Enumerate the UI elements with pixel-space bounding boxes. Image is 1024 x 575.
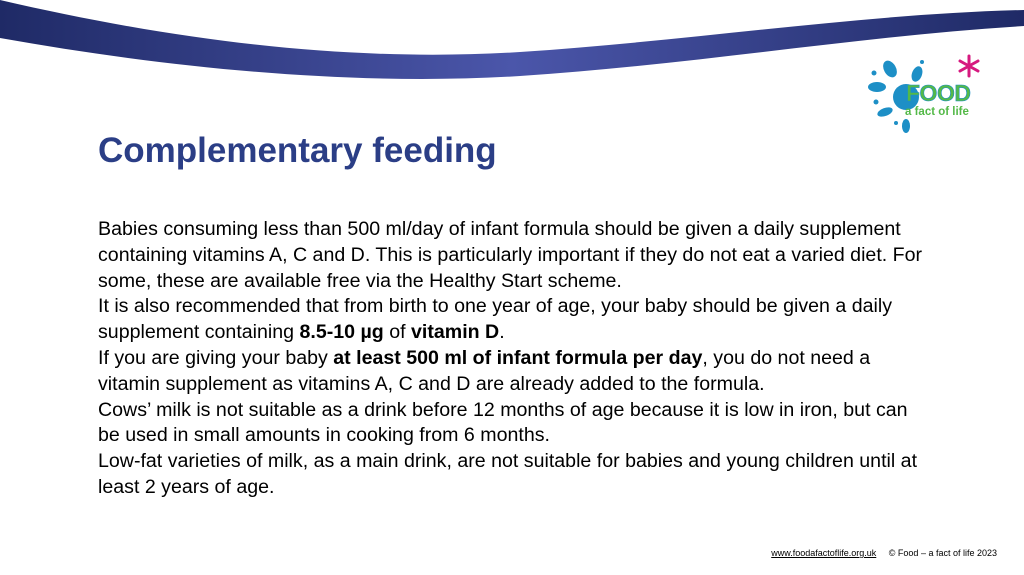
body-paragraph — [98, 294, 928, 346]
body-text-run: If you are giving your baby — [98, 346, 334, 369]
body-paragraph — [98, 346, 928, 398]
footer-link[interactable]: www.foodafactoflife.org.uk — [771, 548, 877, 558]
body-text-run: . — [499, 321, 505, 344]
body-paragraph — [98, 449, 928, 501]
body-text-run: Babies consuming less than 500 ml/day of infant formula should be given a daily supplement containing vitamins A, C and D. This is particularly important if they do not eat a varied diet. For some, these are available free via the Healthy Start scheme. — [98, 218, 923, 292]
footer-copyright: © Food – a fact of life 2023 — [888, 548, 997, 558]
body-text-run: Cows’ milk is not suitable as a drink before 12 months of age because it is low in iron, but can be used in small amounts in cooking from 6 months. — [98, 398, 908, 447]
footer — [771, 548, 997, 558]
body-text-run: Low-fat varieties of milk, as a main drink, are not suitable for babies and young children until at least 2 years of age. — [98, 450, 918, 498]
logo-tagline: a fact of life — [905, 106, 969, 118]
emphasis-text: at least 500 ml of infant formula per day — [333, 346, 703, 369]
body-text-run: , you do not need a vitamin supplement as vitamins A, C and D are already added to the formula. — [98, 346, 871, 395]
body-paragraph — [98, 217, 928, 294]
slide-body — [98, 217, 928, 501]
emphasis-text: 8.5-10 µg — [299, 321, 384, 344]
slide-title: Complementary feeding — [98, 131, 497, 170]
emphasis-text: vitamin D — [411, 321, 500, 344]
body-paragraph — [98, 398, 928, 450]
logo-wordmark: FOOD — [906, 80, 971, 106]
body-text-run: It is also recommended that from birth to one year of age, your baby should be given a daily supplement containing — [98, 295, 892, 344]
body-text-run: of — [383, 321, 412, 344]
